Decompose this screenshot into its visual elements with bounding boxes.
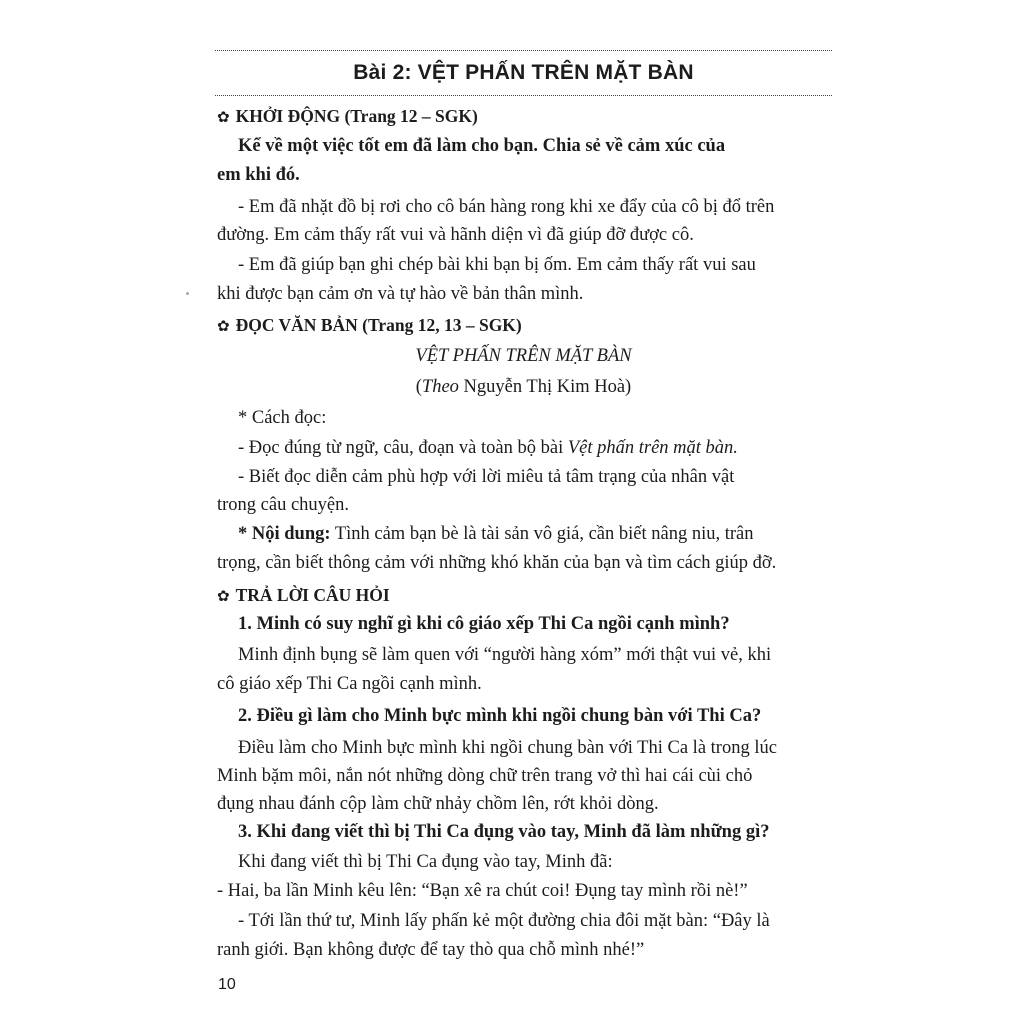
section-heading-reading: ✿ ĐỌC VĂN BẢN (Trang 12, 13 – SGK) — [217, 315, 522, 335]
question-1: 1. Minh có suy nghĩ gì khi cô giáo xếp Thi Ca ngồi cạnh mình? — [238, 614, 730, 634]
answer-3-line3: - Tới lần thứ tư, Minh lấy phấn kẻ một đường chia đôi mặt bàn: “Đây là — [238, 911, 770, 931]
answer-3-line4: ranh giới. Bạn không được để tay thò qua chỗ mình nhé!” — [217, 940, 645, 960]
paper-speck — [186, 292, 189, 295]
story-author: (Theo Nguyễn Thị Kim Hoà) — [415, 377, 632, 397]
warmup-answer2-line2: khi được bạn cảm ơn và tự hào về bản thân mình. — [217, 284, 584, 304]
how-to-read-line2b: trong câu chuyện. — [217, 495, 350, 515]
page-title: Bài 2: VỆT PHẤN TRÊN MẶT BÀN — [353, 61, 694, 84]
page-number: 10 — [218, 976, 236, 993]
how-to-read-line1: - Đọc đúng từ ngữ, câu, đoạn và toàn bộ bài Vệt phấn trên mặt bàn. — [238, 438, 738, 458]
answer-1-line1: Minh định bụng sẽ làm quen với “người hàng xóm” mới thật vui vẻ, khi — [238, 645, 772, 665]
how-to-read-line2a: - Biết đọc diễn cảm phù hợp với lời miêu tả tâm trạng của nhân vật — [238, 467, 735, 487]
answer-2-line3: đụng nhau đánh cộp làm chữ nhảy chồm lên, rớt khỏi dòng. — [217, 794, 659, 814]
warmup-prompt-line2: em khi đó. — [217, 165, 300, 185]
flower-bullet-icon: ✿ — [217, 317, 230, 335]
content-line1: * Nội dung: Tình cảm bạn bè là tài sản vô giá, cần biết nâng niu, trân — [238, 524, 754, 544]
question-3: 3. Khi đang viết thì bị Thi Ca đụng vào tay, Minh đã làm những gì? — [238, 822, 770, 842]
answer-3-line1: Khi đang viết thì bị Thi Ca đụng vào tay, Minh đã: — [238, 852, 613, 872]
warmup-answer2-line1: - Em đã giúp bạn ghi chép bài khi bạn bị ốm. Em cảm thấy rất vui sau — [238, 255, 756, 275]
question-2: 2. Điều gì làm cho Minh bực mình khi ngồi chung bàn với Thi Ca? — [238, 706, 762, 726]
answer-3-line2: - Hai, ba lần Minh kêu lên: “Bạn xê ra chút coi! Đụng tay mình rồi nè!” — [217, 881, 748, 901]
answer-2-line1: Điều làm cho Minh bực mình khi ngồi chung bàn với Thi Ca là trong lúc — [238, 738, 777, 758]
how-to-read-label: * Cách đọc: — [238, 408, 327, 428]
answer-2-line2: Minh bặm môi, nắn nót những dòng chữ trên trang vở thì hai cái cùi chỏ — [217, 766, 753, 786]
flower-bullet-icon: ✿ — [217, 108, 230, 126]
section-heading-answers: ✿ TRẢ LỜI CÂU HỎI — [217, 585, 390, 605]
flower-bullet-icon: ✿ — [217, 587, 230, 605]
title-rule-top — [215, 50, 832, 51]
warmup-prompt-line1: Kể về một việc tốt em đã làm cho bạn. Chia sẻ về cảm xúc của — [238, 136, 726, 156]
warmup-answer1-line1: - Em đã nhặt đồ bị rơi cho cô bán hàng rong khi xe đẩy của cô bị đổ trên — [238, 197, 775, 217]
content-line2: trọng, cần biết thông cảm với những khó khăn của bạn và tìm cách giúp đỡ. — [217, 553, 777, 573]
warmup-answer1-line2: đường. Em cảm thấy rất vui và hãnh diện vì đã giúp đỡ được cô. — [217, 225, 694, 245]
answer-1-line2: cô giáo xếp Thi Ca ngồi cạnh mình. — [217, 674, 482, 694]
title-rule-bottom — [215, 95, 832, 96]
story-title: VỆT PHẤN TRÊN MẶT BÀN — [415, 346, 632, 366]
section-heading-warmup: ✿ KHỞI ĐỘNG (Trang 12 – SGK) — [217, 106, 478, 126]
